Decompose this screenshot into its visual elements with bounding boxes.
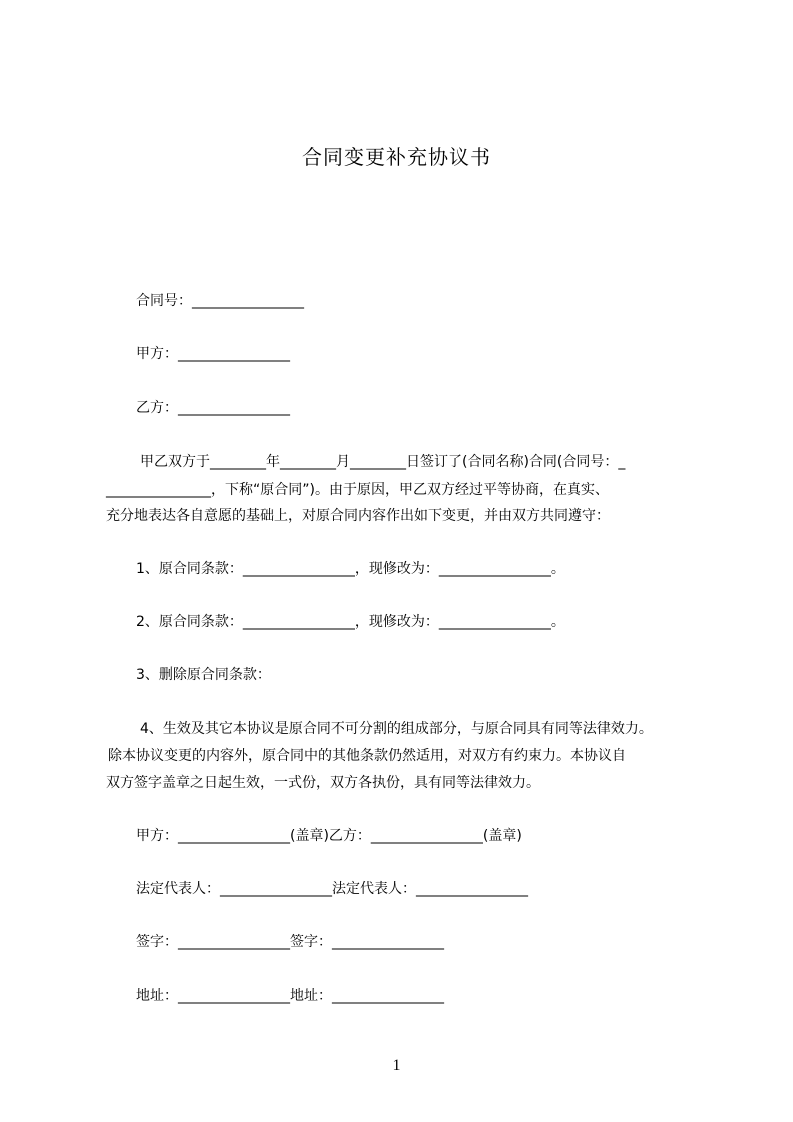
effect-line-1: 4、生效及其它本协议是原合同不可分割的组成部分，与原合同具有同等法律效力。: [140, 721, 653, 737]
signature-sign: 签字：________________签字：________________: [136, 934, 444, 950]
party-b-field: 乙方：________________: [136, 400, 290, 416]
document-title: 合同变更补充协议书: [302, 145, 491, 169]
clause-1: 1、原合同条款：________________，现修改为：________________。: [136, 561, 565, 577]
clause-2: 2、原合同条款：________________，现修改为：________________。: [136, 614, 565, 630]
party-a-field: 甲方：________________: [136, 346, 290, 362]
intro-line-2: _______________，下称“原合同”)。由于原因，甲乙双方经过平等协商，在真实、: [106, 482, 609, 498]
effect-line-3: 双方签字盖章之日起生效，一式份，双方各执份，具有同等法律效力。: [106, 775, 540, 791]
signature-address: 地址：________________地址：________________: [136, 988, 444, 1004]
signature-representatives: 法定代表人：________________法定代表人：________________: [136, 881, 528, 897]
effect-line-2: 除本协议变更的内容外，原合同中的其他条款仍然适用，对双方有约束力。本协议自: [108, 748, 626, 764]
page-number: 1: [392, 1057, 401, 1074]
intro-line-3: 充分地表达各自意愿的基础上，对原合同内容作出如下变更，并由双方共同遵守：: [106, 508, 610, 524]
signature-parties: 甲方：________________(盖章)乙方：________________(盖章): [136, 828, 522, 844]
clause-3: 3、删除原合同条款：: [136, 667, 271, 683]
intro-line-1: 甲乙双方于________年________月________日签订了(合同名称)合同(合同号：_: [140, 454, 626, 470]
contract-number-field: 合同号：________________: [136, 293, 304, 309]
